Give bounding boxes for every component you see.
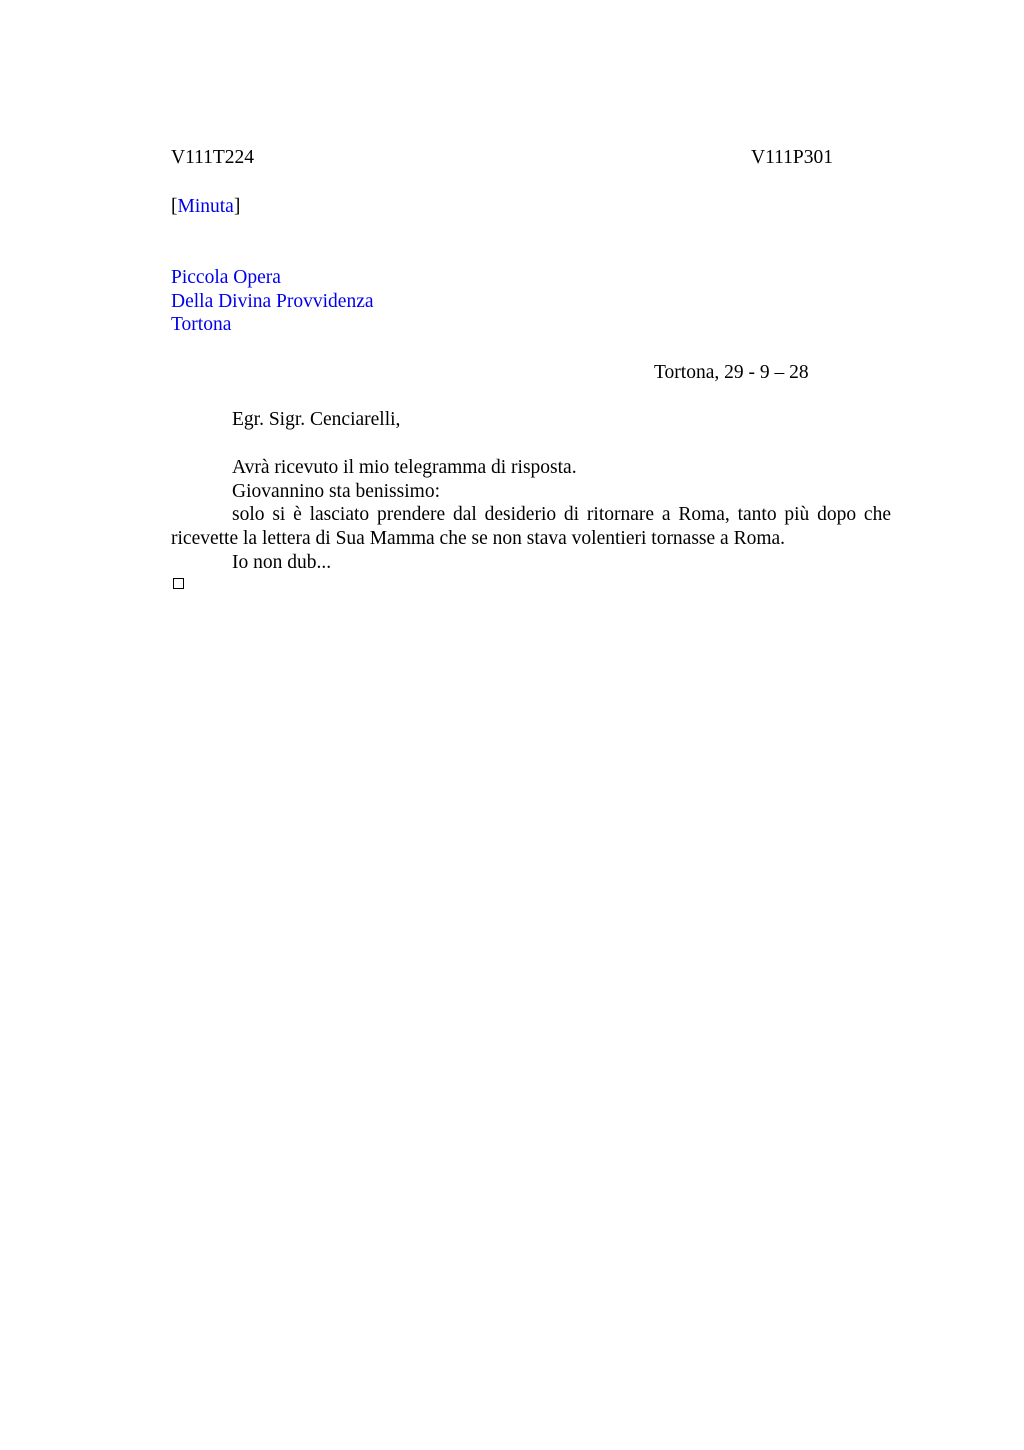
letterhead-line-3: Tortona [171, 314, 232, 335]
letterhead-line-1: Piccola Opera [171, 267, 281, 288]
letter-salutation: Egr. Sigr. Cenciarelli, [232, 409, 401, 430]
minuta-label: Minuta [177, 196, 234, 217]
letter-date: Tortona, 29 - 9 – 28 [654, 362, 809, 383]
body-line-2: Giovannino sta benissimo: [232, 481, 440, 502]
minuta-open-bracket: [ [171, 196, 178, 217]
document-code-right: V111P301 [751, 147, 833, 168]
letterhead-line-2: Della Divina Provvidenza [171, 291, 374, 312]
minuta-close-bracket: ] [233, 196, 241, 217]
body-paragraph: solo si è lasciato prendere dal desiderio di ritornare a Roma, tanto più dopo che ricevette la lettera di Sua Mamma che se non stava volentieri tornasse a Roma. [171, 504, 891, 549]
minuta-note [171, 195, 240, 219]
document-code-left: V111T224 [171, 147, 255, 168]
body-line-4: Io non dub... [232, 552, 332, 573]
checkbox-square [173, 578, 184, 589]
body-line-1: Avrà ricevuto il mio telegramma di risposta. [232, 457, 577, 478]
